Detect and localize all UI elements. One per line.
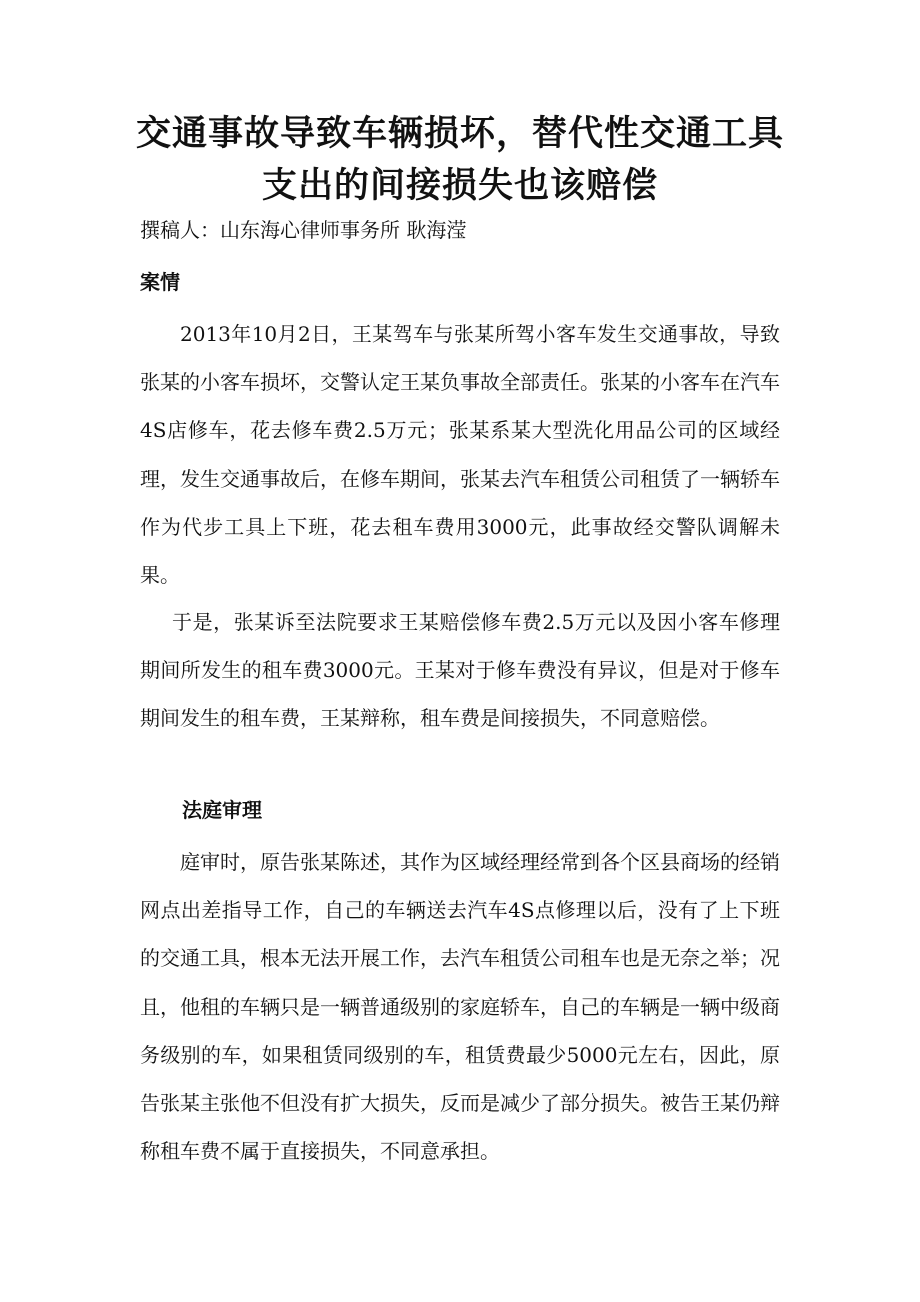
author-line: 撰稿人：山东海心律师事务所 耿海滢 xyxy=(140,218,467,242)
document-title: 交通事故导致车辆损坏，替代性交通工具支出的间接损失也该赔偿 xyxy=(135,114,784,206)
trial-paragraph-1: 庭审时，原告张某陈述，其作为区域经理经常到各个区县商场的经销网点出差指导工作，自己的车辆送去汽车4S点修理以后，没有了上下班的交通工具，根本无法开展工作，去汽车租赁公司租车也是无奈之举；况且，他租的车辆只是一辆普通级别的家庭轿车，自己的车辆是一辆中级商务级别的车，如果租赁同级别的车，租赁费最少5000元左右，因此，原告张某主张他不但没有扩大损失，反而是减少了部分损失。被告王某仍辩称租车费不属于直接损失，不同意承担。 xyxy=(140,850,780,1164)
case-paragraph-2: 于是，张某诉至法院要求王某赔偿修车费2.5万元以及因小客车修理期间所发生的租车费3000元。王某对于修车费没有异议，但是对于修车期间发生的租车费，王某辩称，租车费是间接损失，不同意赔偿。 xyxy=(140,610,780,731)
section-heading-trial: 法庭审理 xyxy=(182,798,262,822)
case-paragraph-1: 2013年10月2日，王某驾车与张某所驾小客车发生交通事故，导致张某的小客车损坏，交警认定王某负事故全部责任。张某的小客车在汽车4S店修车，花去修车费2.5万元；张某系某大型洗化用品公司的区域经理，发生交通事故后，在修车期间，张某去汽车租赁公司租赁了一辆轿车作为代步工具上下班，花去租车费用3000元，此事故经交警队调解未果。 xyxy=(140,322,780,588)
section-heading-case: 案情 xyxy=(140,270,180,294)
